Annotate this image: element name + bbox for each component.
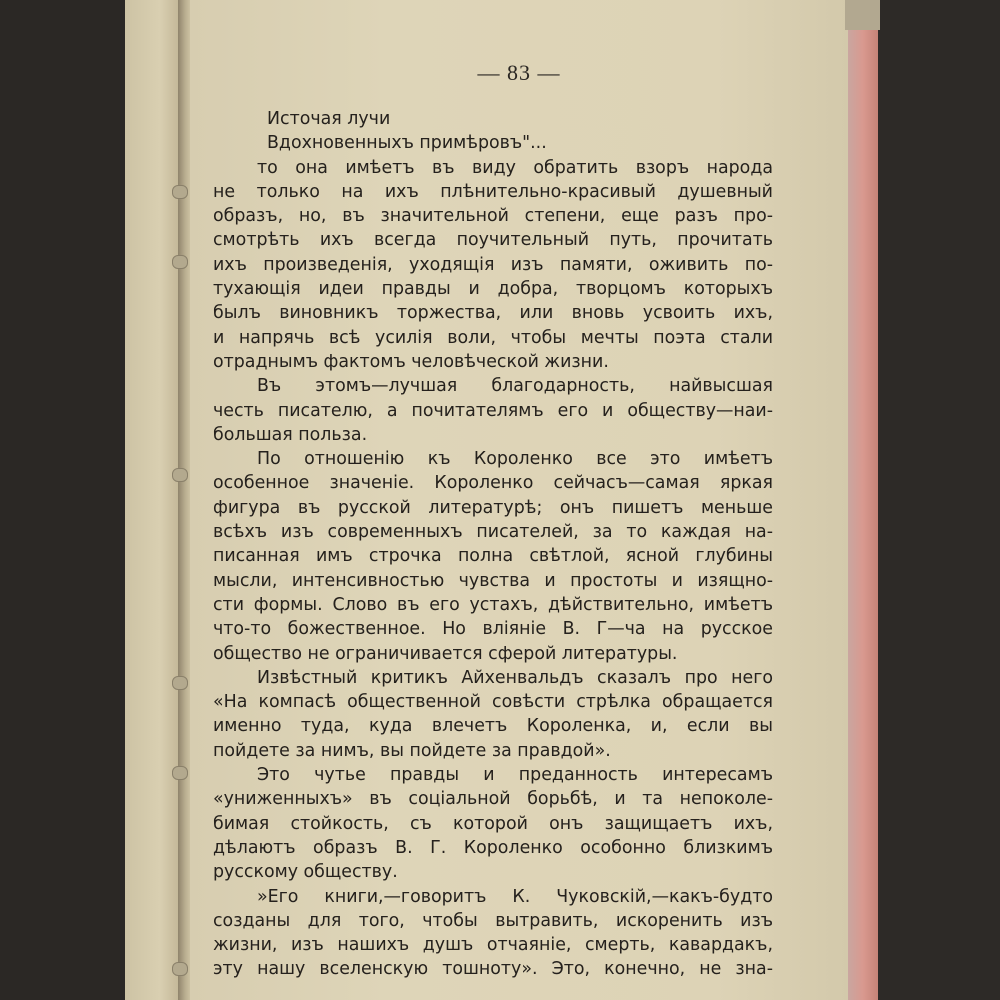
- binding-stitch: [172, 676, 188, 690]
- binding-stitch: [172, 962, 188, 976]
- text-line: большая польза.: [213, 424, 368, 445]
- text-line: писанная имъ строчка полна свѣтлой, ясной глубины: [213, 546, 773, 567]
- previous-page-edge: [125, 0, 183, 1000]
- text-line: Вдохновенныхъ примѣровъ"...: [267, 133, 547, 154]
- text-line: что-то божественное. Но вліяніе В. Г—ча на русское: [213, 619, 773, 640]
- text-line: русскому обществу.: [213, 862, 398, 883]
- binding-stitch: [172, 185, 188, 199]
- text-line: всѣхъ изъ современныхъ писателей, за то каждая на-: [213, 522, 773, 543]
- text-line: и напрячь всѣ усилія воли, чтобы мечты поэта стали: [213, 327, 773, 348]
- text-line: дѣлаютъ образъ В. Г. Короленко особонно близкимъ: [213, 837, 773, 858]
- text-line: пойдете за нимъ, вы пойдете за правдой».: [213, 740, 611, 761]
- text-line: жизни, изъ нашихъ душъ отчаяніе, смерть, кавардакъ,: [213, 935, 773, 956]
- text-line: смотрѣть ихъ всегда поучительный путь, прочитать: [213, 230, 773, 251]
- text-line: Извѣстный критикъ Айхенвальдъ сказалъ про него: [257, 667, 773, 688]
- page-number: — 83 —: [477, 60, 561, 85]
- page-text: [213, 107, 773, 982]
- text-line: Въ этомъ—лучшая благодарность, найвысшая: [257, 376, 773, 397]
- book-cover-edge: [848, 0, 878, 1000]
- text-line: мысли, интенсивностью чувства и простоты и изящно-: [213, 570, 773, 591]
- text-line: именно туда, куда влечетъ Короленка, и, если вы: [213, 716, 773, 737]
- text-line: не только на ихъ плѣнительно-красивый душевный: [213, 181, 773, 202]
- text-line: былъ виновникъ торжества, или вновь усвоить ихъ,: [213, 303, 773, 324]
- text-line: Это чутье правды и преданность интересамъ: [257, 765, 773, 786]
- binding-stitch: [172, 468, 188, 482]
- binding-stitch: [172, 255, 188, 269]
- binding-stitch: [172, 766, 188, 780]
- text-line: то она имѣетъ въ виду обратить взоръ народа: [257, 157, 773, 178]
- text-line: общество не ограничивается сферой литературы.: [213, 643, 678, 664]
- text-line: тухающія идеи правды и добра, творцомъ которыхъ: [213, 279, 773, 300]
- text-line: честь писателю, а почитателямъ его и обществу—наи-: [213, 400, 773, 421]
- text-line: особенное значеніе. Короленко сейчасъ—самая яркая: [213, 473, 773, 494]
- text-line: образъ, но, въ значительной степени, еще разъ про-: [213, 206, 773, 227]
- text-line: «униженныхъ» въ соціальной борьбѣ, и та непоколе-: [213, 789, 773, 810]
- text-line: «На компасѣ общественной совѣсти стрѣлка обращается: [213, 692, 773, 713]
- background-left: [0, 0, 125, 1000]
- text-line: эту нашу вселенскую тошноту». Это, конечно, не зна-: [213, 959, 773, 980]
- text-line: »Его книги,—говоритъ К. Чуковскій,—какъ-будто: [257, 886, 773, 907]
- text-line: отраднымъ фактомъ человѣческой жизни.: [213, 351, 609, 372]
- text-line: ихъ произведенія, уходящія изъ памяти, оживить по-: [213, 254, 773, 275]
- text-line: фигура въ русской литературѣ; онъ пишетъ меньше: [213, 497, 773, 518]
- background-right: [878, 0, 1000, 1000]
- book-cover-corner: [845, 0, 880, 30]
- text-line: созданы для того, чтобы вытравить, искоренить изъ: [213, 910, 773, 931]
- text-line: сти формы. Слово въ его устахъ, дѣйствительно, имѣетъ: [213, 594, 773, 615]
- text-line: По отношенію къ Короленко все это имѣетъ: [257, 449, 773, 470]
- text-line: бимая стойкость, съ которой онъ защищаетъ ихъ,: [213, 813, 773, 834]
- text-line: Источая лучи: [267, 109, 391, 129]
